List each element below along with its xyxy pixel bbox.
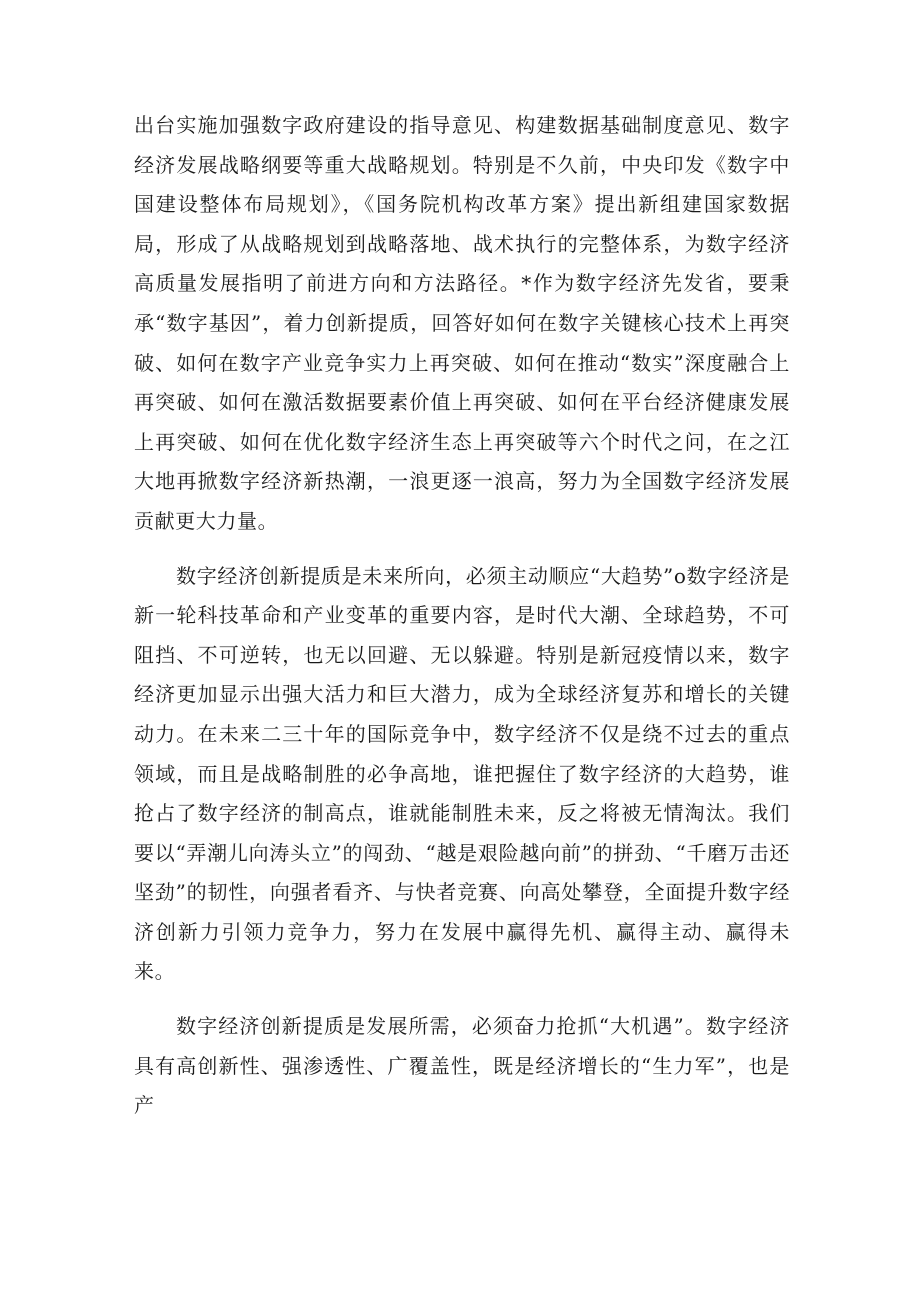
document-body	[134, 106, 790, 1126]
paragraph-2: 数字经济创新提质是未来所向，必须主动顺应“大趋势”o数字经济是新一轮科技革命和产业变革的重要内容，是时代大潮、全球趋势，不可阻挡、不可逆转，也无以回避、无以躲避。特别是新冠疫情以来，数字经济更加显示出强大活力和巨大潜力，成为全球经济复苏和增长的关键动力。在未来二三十年的国际竞争中，数字经济不仅是绕不过去的重点领域，而且是战略制胜的必争高地，谁把握住了数字经济的大趋势，谁抢占了数字经济的制高点，谁就能制胜未来，反之将被无情淘汰。我们要以“弄潮儿向涛头立”的闯劲、“越是艰险越向前”的拼劲、“千磨万击还坚劲”的韧性，向强者看齐、与快者竞赛、向高处攀登，全面提升数字经济创新力引领力竞争力，努力在发展中赢得先机、赢得主动、赢得未来。	[134, 563, 790, 984]
paragraph-1: 出台实施加强数字政府建设的指导意见、构建数据基础制度意见、数字经济发展战略纲要等重大战略规划。特别是不久前，中央印发《数字中国建设整体布局规划》，《国务院机构改革方案》提出新组建国家数据局，形成了从战略规划到战略落地、战术执行的完整体系，为数字经济高质量发展指明了前进方向和方法路径。*作为数字经济先发省，要秉承“数字基因”，着力创新提质，回答好如何在数字关键核心技术上再突破、如何在数字产业竞争实力上再突破、如何在推动“数实”深度融合上再突破、如何在激活数据要素价值上再突破、如何在平台经济健康发展上再突破、如何在优化数字经济生态上再突破等六个时代之问，在之江大地再掀数字经济新热潮，一浪更逐一浪高，努力为全国数字经济发展贡献更大力量。	[134, 113, 790, 533]
paragraph-3: 数字经济创新提质是发展所需，必须奋力抢抓“大机遇”。数字经济具有高创新性、强渗透性、广覆盖性，既是经济增长的“生力军”，也是产	[134, 1014, 790, 1118]
